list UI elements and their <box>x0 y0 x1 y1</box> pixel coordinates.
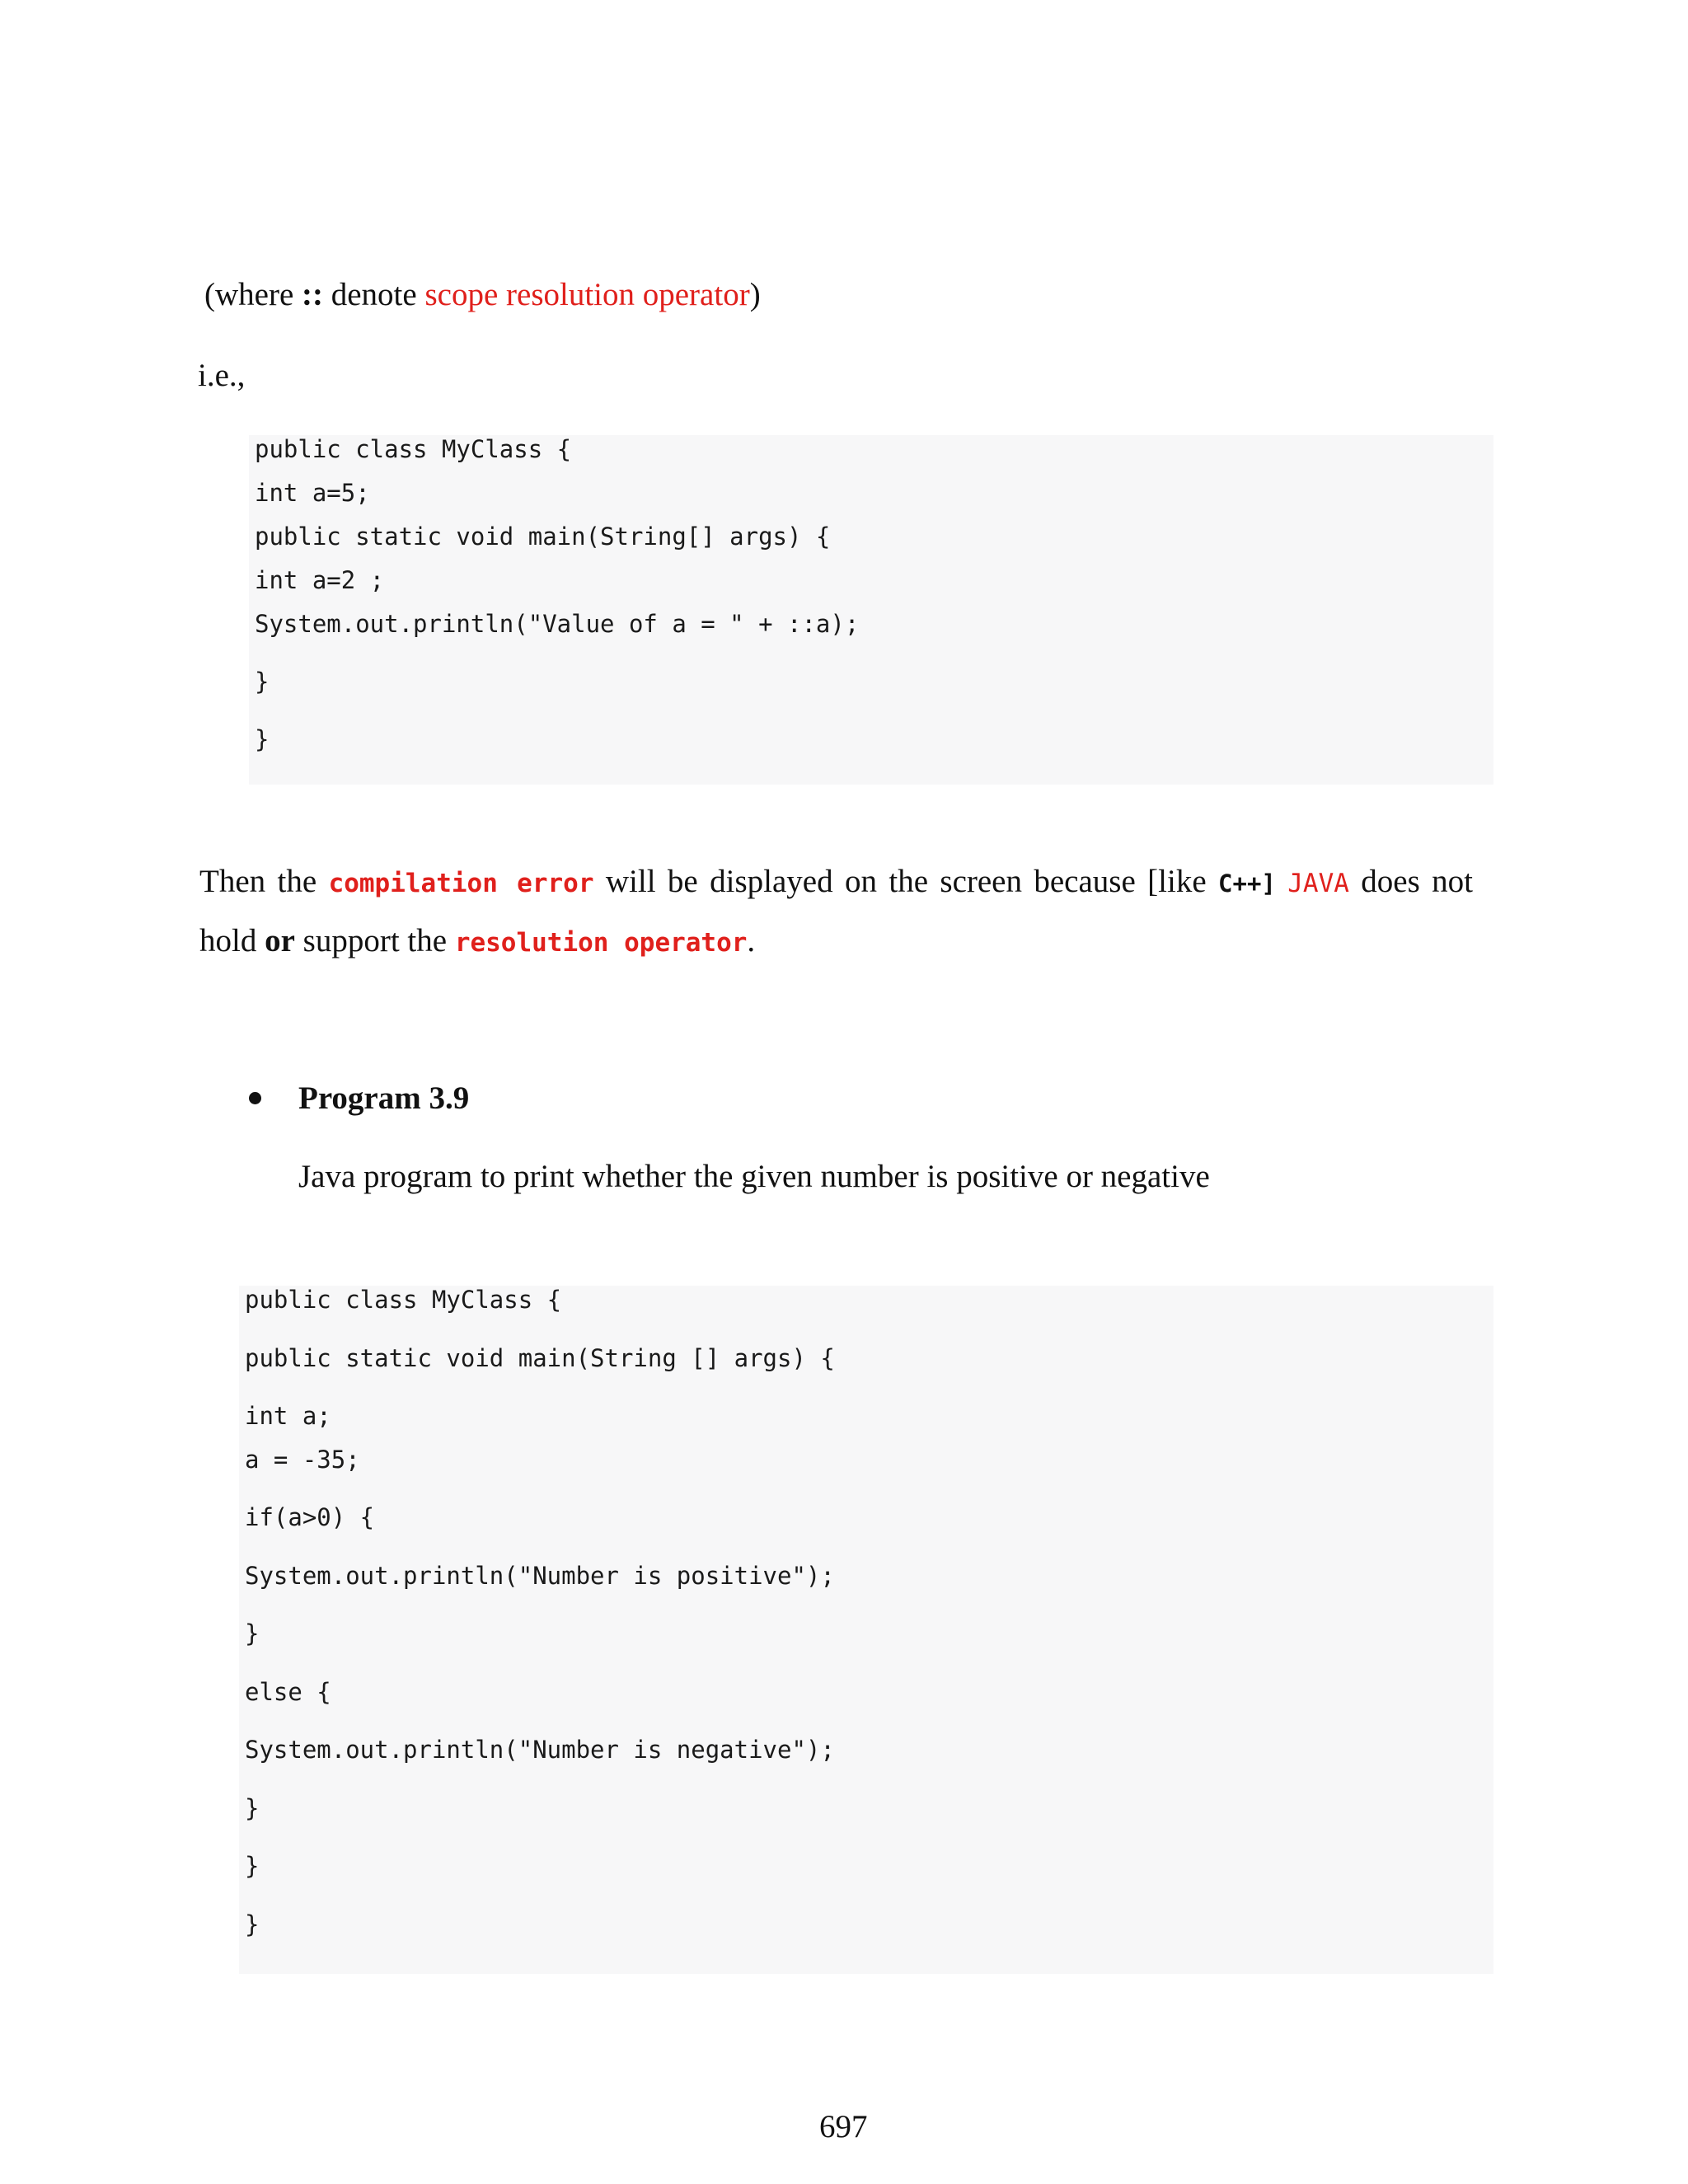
intro-line <box>204 276 761 313</box>
code-line: public class MyClass { <box>255 435 572 463</box>
code-line: if(a>0) { <box>245 1503 375 1531</box>
code-line: } <box>255 668 270 696</box>
code-line: System.out.println("Value of a = " + ::a); <box>255 610 860 638</box>
code-line: int a; <box>245 1402 331 1430</box>
java-term: JAVA <box>1287 869 1349 898</box>
scope-symbol: :: <box>302 277 323 312</box>
intro-denote: denote <box>323 277 425 312</box>
code-line: public class MyClass { <box>245 1286 562 1314</box>
code-line: a = -35; <box>245 1446 360 1474</box>
code-line: } <box>255 725 270 753</box>
scope-resolution-term: scope resolution operator <box>424 277 750 312</box>
text <box>1276 864 1287 899</box>
intro-close: ) <box>749 277 761 312</box>
code-line: } <box>245 1619 260 1647</box>
bullet-icon <box>249 1092 261 1104</box>
intro-open: (where <box>204 277 302 312</box>
code-line: System.out.println("Number is positive"); <box>245 1562 835 1590</box>
code-line: } <box>245 1852 260 1880</box>
text: will be displayed on the screen because [like <box>593 864 1219 899</box>
text: . <box>747 923 756 958</box>
page-number: 697 <box>819 2109 868 2144</box>
program-title: Program 3.9 <box>298 1080 470 1116</box>
text: does not hold <box>199 864 1474 958</box>
explanation-paragraph <box>199 853 1473 972</box>
code-block-2 <box>239 1286 1493 1974</box>
ie-label: i.e., <box>198 358 246 393</box>
or-word: or <box>265 923 295 958</box>
program-description: Java program to print whether the given number is positive or negative <box>298 1159 1210 1194</box>
resolution-operator-term: resolution operator <box>454 928 748 958</box>
text: support the <box>294 923 455 958</box>
code-line: } <box>245 1794 260 1822</box>
code-line: int a=5; <box>255 479 370 507</box>
code-line: int a=2 ; <box>255 566 385 594</box>
code-line: public static void main(String [] args) { <box>245 1344 835 1372</box>
code-line: public static void main(String[] args) { <box>255 523 831 551</box>
code-line: System.out.println("Number is negative"); <box>245 1736 835 1764</box>
code-line: else { <box>245 1678 331 1706</box>
cpp-term: C++] <box>1218 869 1276 898</box>
compilation-error-term: compilation error <box>328 869 594 898</box>
text: Then the <box>199 864 329 899</box>
code-line: } <box>245 1910 260 1938</box>
